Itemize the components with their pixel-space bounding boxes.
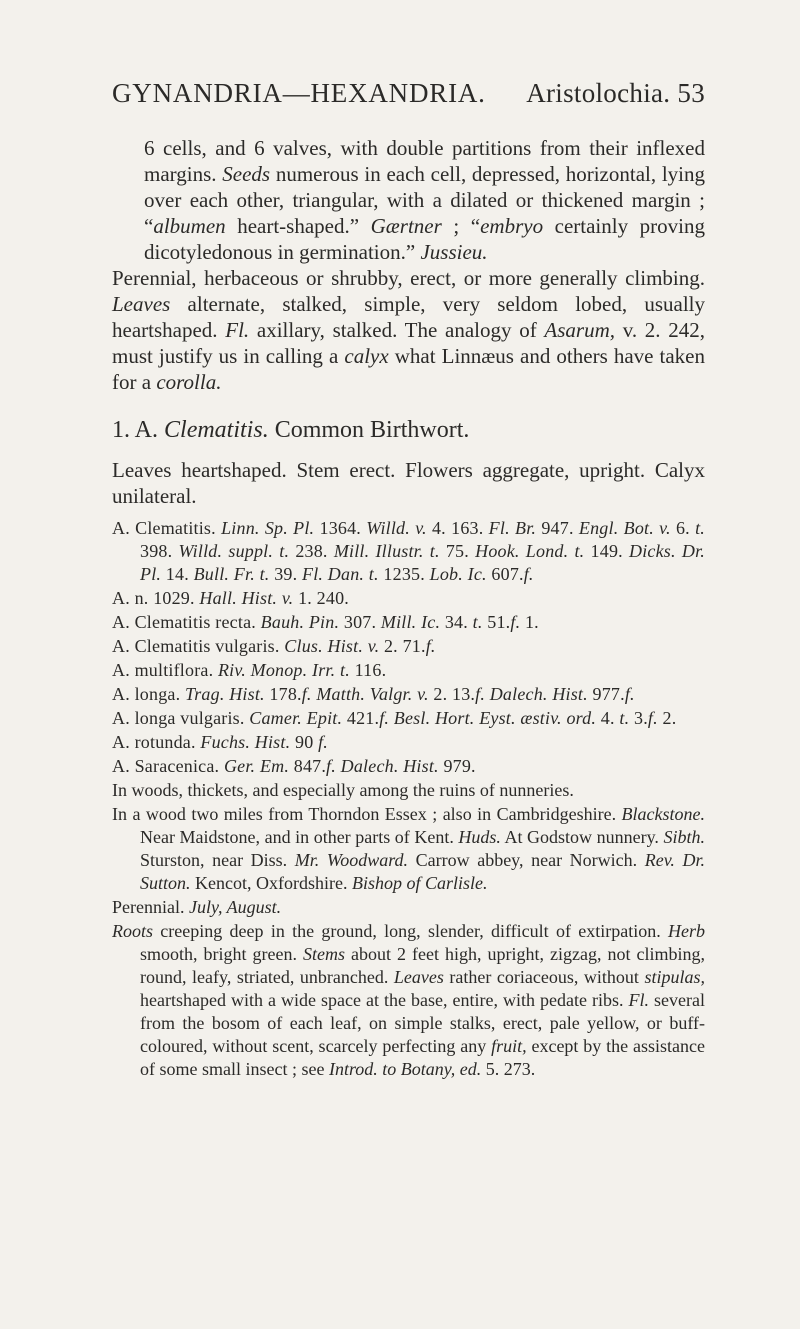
synonym-entry: A. n. 1029. Hall. Hist. v. 1. 240. [112,588,349,608]
page-body [112,135,705,1082]
synonym-entry: A. Clematitis. Linn. Sp. Pl. 1364. Willd. v. 4. 163. Fl. Br. 947. Engl. Bot. v. 6. t. 398. Willd. suppl. t. 238. Mill. Illustr. t. 75. Hook. Lond. t. 149. Dicks. Dr. Pl. 14. Bull. Fr. t. 39. Fl. Dan. t. 1235. Lob. Ic. 607.f. [112,518,706,584]
synonym-entry: A. longa. Trag. Hist. 178.f. Matth. Valgr. v. 2. 13.f. Dalech. Hist. 977.f. [112,684,635,704]
species-description: Roots creeping deep in the ground, long, slender, difficult of extirpation. Herb smooth, bright green. Stems about 2 feet high, upright, zigzag, not climbing, round, leafy, striated, unbranched. Leaves rather coriaceous, without stipulas, heartshaped with a wide space at the base, entire, with pedate ribs. Fl. several from the bosom of each leaf, on simple stalks, erect, pale yellow, or buff-coloured, without scent, scarcely perfecting any fruit, except by the assistance of some small insect ; see Introd. to Botany, ed. 5. 273. [112,921,705,1079]
habitat-general: In woods, thickets, and especially among the ruins of nunneries. [112,780,574,800]
running-title: GYNANDRIA—HEXANDRIA. [112,78,486,108]
species-heading: 1. A. Clematitis. Common Birthwort. [112,417,470,443]
synonym-entry: A. multiflora. Riv. Monop. Irr. t. 116. [112,660,387,680]
page-number: 53 [677,78,705,108]
habitat-localities: In a wood two miles from Thorndon Essex ; also in Cambridgeshire. Blackstone. Near Maidstone, and in other parts of Kent. Huds. At Godstow nunnery. Sibth. Sturston, near Diss. Mr. Woodward. Carrow abbey, near Norwich. Rev. Dr. Sutton. Kencot, Oxfordshire. Bishop of Carlisle. [112,804,705,893]
synonym-entry: A. rotunda. Fuchs. Hist. 90 f. [112,732,329,752]
synonym-entry: A. Clematitis recta. Bauh. Pin. 307. Mill. Ic. 34. t. 51.f. 1. [112,612,539,632]
synonym-entry: A. longa vulgaris. Camer. Epit. 421.f. Besl. Hort. Eyst. æstiv. ord. 4. t. 3.f. 2. [112,708,677,728]
header-right [526,78,705,109]
habitat-section [112,779,705,1081]
synonym-entry: A. Clematitis vulgaris. Clus. Hist. v. 2. 71.f. [112,636,436,656]
species-diagnosis: Leaves heartshaped. Stem erect. Flowers aggregate, upright. Calyx unilateral. [112,458,705,508]
running-header [112,78,705,109]
genus-description [112,135,705,395]
synonym-entry: A. Saracenica. Ger. Em. 847.f. Dalech. Hist. 979. [112,756,476,776]
habit-paragraph: Perennial, herbaceous or shrubby, erect, or more generally climbing. Leaves alternate, stalked, simple, very seldom lobed, usually heartshaped. Fl. axillary, stalked. The analogy of Asarum, v. 2. 242, must justify us in calling a calyx what Linnæus and others have taken for a corolla. [112,266,706,394]
species-name: Clematitis. [164,417,269,443]
flowering-time: Perennial. July, August. [112,897,282,917]
genus-title: Aristolochia. [526,78,671,108]
synonymy [112,517,705,778]
fruit-paragraph: 6 cells, and 6 valves, with double partitions from their inflexed margins. Seeds numerous in each cell, depressed, horizontal, lying over each other, triangular, with a dilated or thickened margin ; “albumen heart-shaped.” Gærtner ; “embryo certainly proving dicotyledonous in germination.” Jussieu. [144,136,705,264]
